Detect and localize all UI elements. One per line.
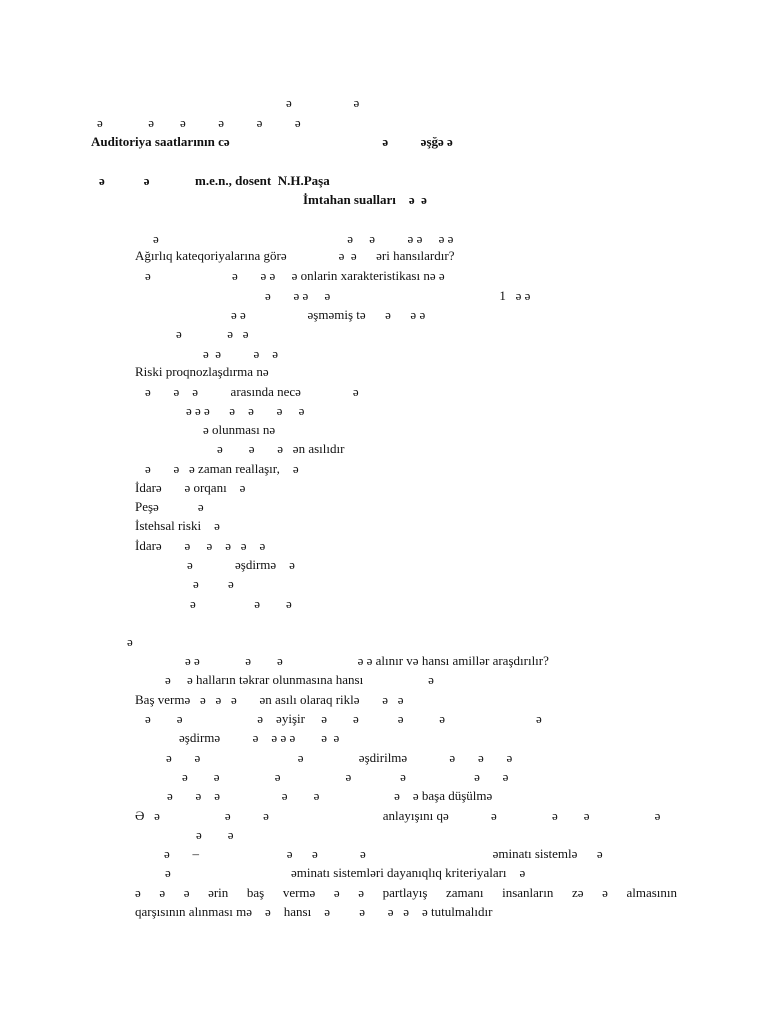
question-line: ə ə ə arasında necə ə [145, 384, 359, 399]
question-line: Ə ə ə ə anlayışını qə ə ə ə ə [135, 808, 661, 823]
question-line: İdarə ə orqanı ə [135, 480, 246, 495]
question-line: ə ə ə ə [203, 346, 279, 361]
question-line: ə ə ə ə ə ə ə [153, 231, 454, 246]
header-line-2: ə ə ə ə ə ə [97, 115, 301, 130]
question-line: ə ə ə zaman reallaşır, ə [145, 461, 299, 476]
question-line: ə ə ə ə ə ə ə başa düşülmə [167, 788, 493, 803]
question-line: ə əminatı sistemləri dayanıqlıq kriteriyaları ə [165, 865, 526, 880]
question-line: Peşə ə [135, 499, 204, 514]
question-line: Baş vermə ə ə ə ən asılı olaraq riklə ə ə [135, 692, 404, 707]
question-line: ə ə [196, 827, 234, 842]
question-line: İdarə ə ə ə ə ə [135, 538, 266, 553]
paragraph-line-2: qarşısının alınması mə ə hansı ə ə ə ə ə tutulmalıdır [135, 904, 493, 919]
header-line-3: Auditoriya saatlarının cə ə əşğə ə [91, 134, 453, 149]
question-line: ə ə ə ə 1 ə ə [265, 288, 531, 303]
header-line-4: ə ə m.e.n., dosent N.H.Paşa [99, 173, 330, 188]
question-line: ə əşdirmə ə [187, 557, 295, 572]
question-line: ə ə ə ə ə onlarin xarakteristikası nə ə [145, 268, 445, 283]
question-line: ə ə ə ə ə ə alınır və hansı amillər araşdırılır? [185, 653, 549, 668]
question-line: ə olunması nə [203, 422, 276, 437]
question-line: ə ə [193, 576, 234, 591]
question-line: Riski proqnozlaşdırma nə [135, 364, 269, 379]
question-line: ə ə ə əşdirilmə ə ə ə [166, 750, 513, 765]
exam-title: İmtahan sualları ə ə [303, 192, 427, 207]
question-line: ə ə əşməmiş tə ə ə ə [231, 307, 426, 322]
question-line: ə – ə ə ə əminatı sistemlə ə [164, 846, 603, 861]
question-line: əşdirmə ə ə ə ə ə ə [179, 730, 340, 745]
question-line: Ağırlıq kateqoriyalarına görə ə ə əri hansılardır? [135, 248, 455, 263]
question-line: ə ə ə [190, 596, 292, 611]
question-line: ə ə ə ə ə ə ə [182, 769, 509, 784]
question-line: ə ə ə ən asılıdır [217, 441, 345, 456]
question-line: ə ə ə əyişir ə ə ə ə ə [145, 711, 542, 726]
section-mark: ə [127, 634, 133, 649]
question-line: ə ə halların təkrar olunmasına hansı ə [165, 672, 434, 687]
question-line: ə ə ə ə ə ə ə [186, 403, 305, 418]
question-line: ə ə ə [176, 326, 249, 341]
paragraph-line-1: ə ə ə ərin baş vermə ə ə partlayış zamanı insanların zə ə almasının [135, 885, 677, 900]
header-line-1: ə ə [286, 95, 360, 110]
question-line: İstehsal riski ə [135, 518, 220, 533]
